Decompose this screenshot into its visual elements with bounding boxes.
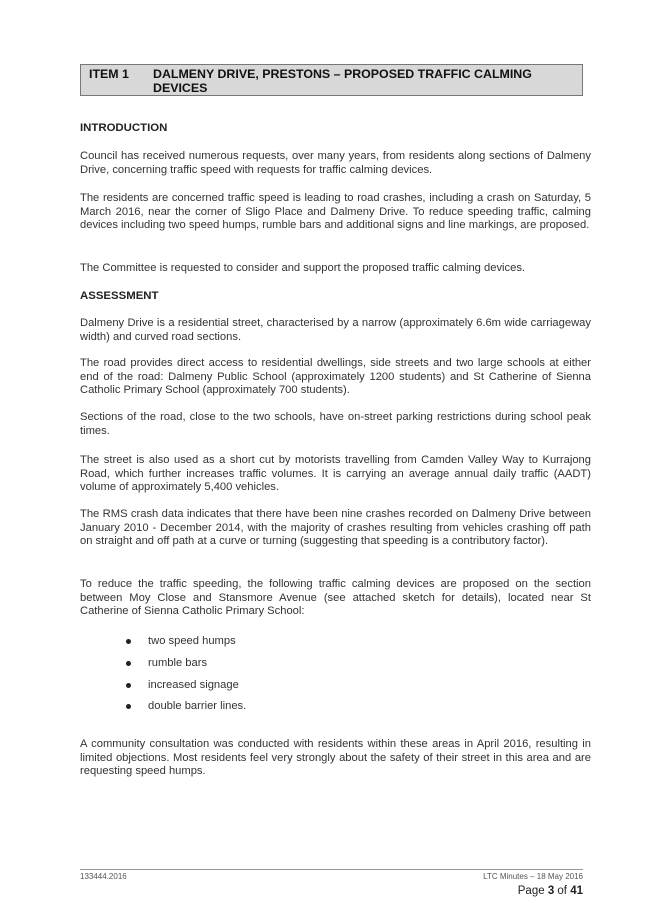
list-item: two speed humps [80,635,480,657]
item-title: DALMENY DRIVE, PRESTONS – PROPOSED TRAFFIC CALMING DEVICES [153,67,532,95]
assessment-paragraph-6: To reduce the traffic speeding, the following traffic calming devices are proposed on the section between Moy Close and Stansmore Avenue (see attached sketch for details), located near St Catherine of Sienna Catholic Primary School: [80,578,591,618]
footer-divider [80,869,583,870]
assessment-heading: ASSESSMENT [80,290,159,302]
item-heading-box [80,64,583,96]
assessment-paragraph-1: Dalmeny Drive is a residential street, characterised by a narrow (approximately 6.6m wide carriageway width) and curved road sections. [80,317,591,343]
assessment-paragraph-2: The road provides direct access to residential dwellings, side streets and two large schools at either end of the road: Dalmeny Public School (approximately 1200 students) and St Catherine of Sienna Catholic Primary School (approximately 700 students). [80,357,591,397]
intro-paragraph-2: The residents are concerned traffic speed is leading to road crashes, including a crash on Saturday, 5 March 2016, near the corner of Sligo Place and Dalmeny Drive. To reduce speeding traffic, calming devices including two speed humps, rumble bars and additional signs and line markings, are proposed. [80,192,591,232]
list-item: double barrier lines. [80,700,480,722]
introduction-heading: INTRODUCTION [80,122,168,134]
item-number: ITEM 1 [89,67,129,81]
page-number: Page 3 of 41 [517,885,583,897]
consultation-paragraph: A community consultation was conducted with residents within these areas in April 2016, resulting in limited objections. Most residents feel very strongly about the safety of their street in this area and are requesting speed humps. [80,738,591,778]
list-item: rumble bars [80,657,480,679]
footer-minutes-date: LTC Minutes – 18 May 2016 [483,872,583,881]
bullet-icon [126,683,131,688]
bullet-icon [126,661,131,666]
bullet-icon [126,704,131,709]
assessment-paragraph-4: The street is also used as a short cut by motorists travelling from Camden Valley Way to Kurrajong Road, which further increases traffic volumes. It is carrying an average annual daily traffic (AADT) volume of approximately 5,400 vehicles. [80,454,591,494]
list-item: increased signage [80,679,480,701]
assessment-paragraph-3: Sections of the road, close to the two schools, have on-street parking restrictions during school peak times. [80,411,591,437]
intro-paragraph-1: Council has received numerous requests, over many years, from residents along sections of Dalmeny Drive, concerning traffic speed with requests for traffic calming devices. [80,150,591,176]
assessment-paragraph-5: The RMS crash data indicates that there have been nine crashes recorded on Dalmeny Drive between January 2010 - December 2014, with the majority of crashes resulting from vehicles crashing off path on straight and off path at a curve or turning (suggesting that speeding is a contributory factor). [80,508,591,548]
footer-doc-reference: 133444.2016 [80,872,127,881]
proposed-devices-list [80,635,480,722]
intro-paragraph-3: The Committee is requested to consider and support the proposed traffic calming devices. [80,262,526,274]
bullet-icon [126,639,131,644]
